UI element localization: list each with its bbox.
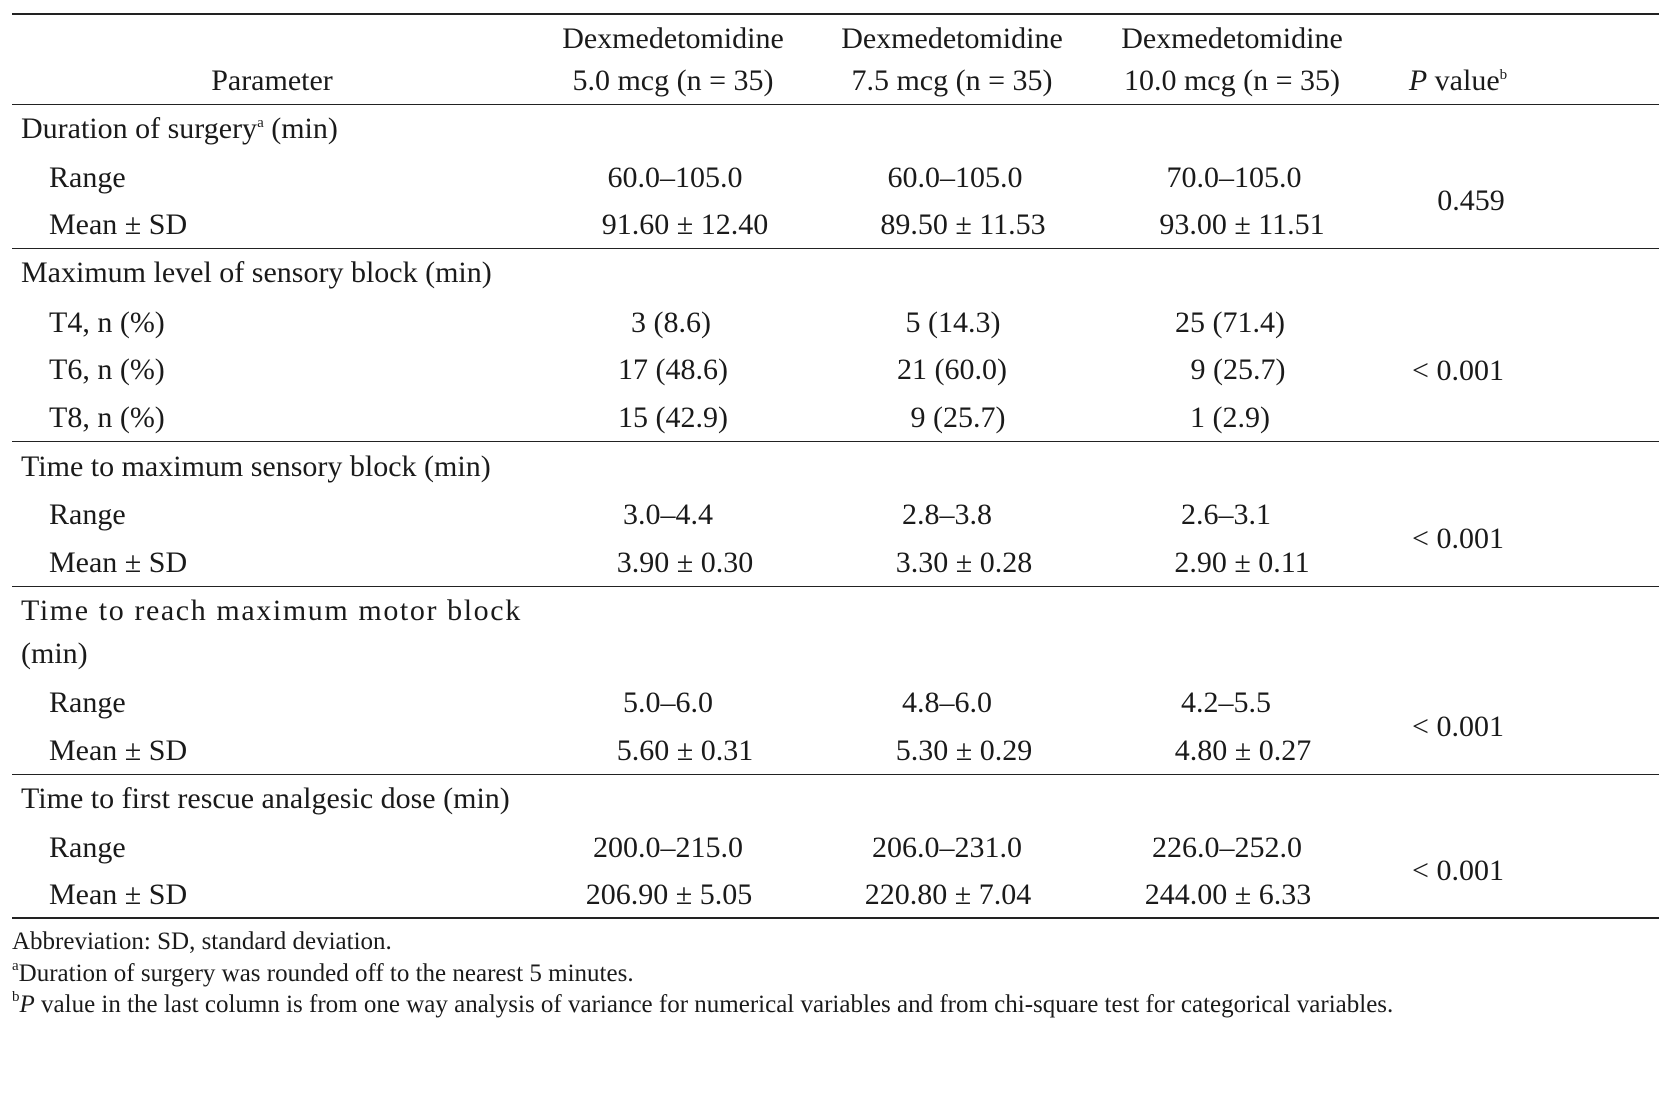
row-label: Mean ± SD: [49, 734, 188, 767]
cell-value: 5.0–6.0: [623, 686, 713, 719]
cell-value: 93.00 ± 11.51: [1159, 208, 1325, 241]
cell-value: 2.8–3.8: [902, 498, 992, 531]
cell-value: 91.60 ± 12.40: [601, 208, 769, 241]
cell-value: 4.80 ± 0.27: [1174, 734, 1312, 767]
section-title-sensory-level: Maximum level of sensory block (min): [21, 256, 492, 289]
footnote-abbreviation: Abbreviation: SD, standard deviation.: [12, 928, 392, 955]
header-group2-line1: Dexmedetomidine: [841, 22, 1063, 55]
row-label: Mean ± SD: [49, 546, 188, 579]
cell-value: 5 (14.3): [905, 306, 1001, 339]
top-rule: [12, 13, 1659, 15]
cell-value: 200.0–215.0: [593, 831, 743, 864]
row-label: T6, n (%): [49, 353, 165, 386]
header-rule: [12, 104, 1659, 105]
section-title-motor-line2: (min): [21, 637, 88, 670]
cell-value: 21 (60.0): [897, 353, 1007, 386]
header-group2-line2: 7.5 mcg (n = 35): [851, 64, 1053, 97]
cell-value: 70.0–105.0: [1166, 161, 1302, 194]
cell-value: 4.8–6.0: [902, 686, 992, 719]
cell-value: 89.50 ± 11.53: [880, 208, 1046, 241]
section-title-duration: Duration of surgery$^a$ (min): [21, 112, 338, 145]
cell-value: 2.6–3.1: [1181, 498, 1271, 531]
cell-value: 3.0–4.4: [623, 498, 713, 531]
cell-value: 244.00 ± 6.33: [1144, 878, 1312, 911]
row-label: T8, n (%): [49, 401, 165, 434]
header-parameter: Parameter: [211, 64, 333, 97]
footnote-b: $^b$P value in the last column is from one way analysis of variance for numerical variables and from chi-square test for categorical variables.: [12, 989, 1394, 1018]
cell-value: 206.0–231.0: [872, 831, 1022, 864]
cell-value: 206.90 ± 5.05: [585, 878, 753, 911]
header-group1-line2: 5.0 mcg (n = 35): [572, 64, 774, 97]
row-label: Range: [49, 498, 126, 531]
header-group3-line1: Dexmedetomidine: [1121, 22, 1343, 55]
cell-value: 9 (25.7): [910, 401, 1006, 434]
row-label: T4, n (%): [49, 306, 165, 339]
section-rule: [12, 248, 1659, 249]
footnote-a: $^a$Duration of surgery was rounded off to the nearest 5 minutes.: [12, 958, 634, 987]
cell-value: 9 (25.7): [1190, 353, 1286, 386]
section-title-rescue: Time to first rescue analgesic dose (min): [21, 782, 510, 815]
cell-value: 5.30 ± 0.29: [895, 734, 1033, 767]
cell-value: 2.90 ± 0.11: [1174, 546, 1310, 579]
cell-value: 25 (71.4): [1175, 306, 1285, 339]
p-value: < 0.001: [1412, 522, 1504, 555]
p-value: < 0.001: [1412, 354, 1504, 387]
section-title-sensory-time: Time to maximum sensory block (min): [21, 450, 491, 483]
section-rule: [12, 441, 1659, 442]
cell-value: 60.0–105.0: [607, 161, 743, 194]
cell-value: 220.80 ± 7.04: [864, 878, 1032, 911]
cell-value: 1 (2.9): [1190, 401, 1270, 434]
p-value: 0.459: [1437, 184, 1505, 217]
cell-value: 226.0–252.0: [1152, 831, 1302, 864]
header-group3-line2: 10.0 mcg (n = 35): [1123, 64, 1341, 97]
cell-value: 5.60 ± 0.31: [616, 734, 754, 767]
cell-value: 15 (42.9): [618, 401, 728, 434]
row-label: Range: [49, 686, 126, 719]
section-rule: [12, 586, 1659, 587]
bottom-rule: [12, 917, 1659, 919]
header-group1-line1: Dexmedetomidine: [562, 22, 784, 55]
row-label: Range: [49, 161, 126, 194]
cell-value: 17 (48.6): [618, 353, 728, 386]
cell-value: 3 (8.6): [631, 306, 711, 339]
row-label: Mean ± SD: [49, 208, 188, 241]
row-label: Range: [49, 831, 126, 864]
header-p-value: P value$^b$: [1408, 64, 1508, 97]
cell-value: 4.2–5.5: [1181, 686, 1271, 719]
p-value: < 0.001: [1412, 854, 1504, 887]
section-title-motor-line1: Time to reach maximum motor block: [21, 594, 522, 627]
cell-value: 3.90 ± 0.30: [616, 546, 754, 579]
p-value: < 0.001: [1412, 710, 1504, 743]
cell-value: 60.0–105.0: [887, 161, 1023, 194]
row-label: Mean ± SD: [49, 878, 188, 911]
section-rule: [12, 774, 1659, 775]
cell-value: 3.30 ± 0.28: [895, 546, 1033, 579]
